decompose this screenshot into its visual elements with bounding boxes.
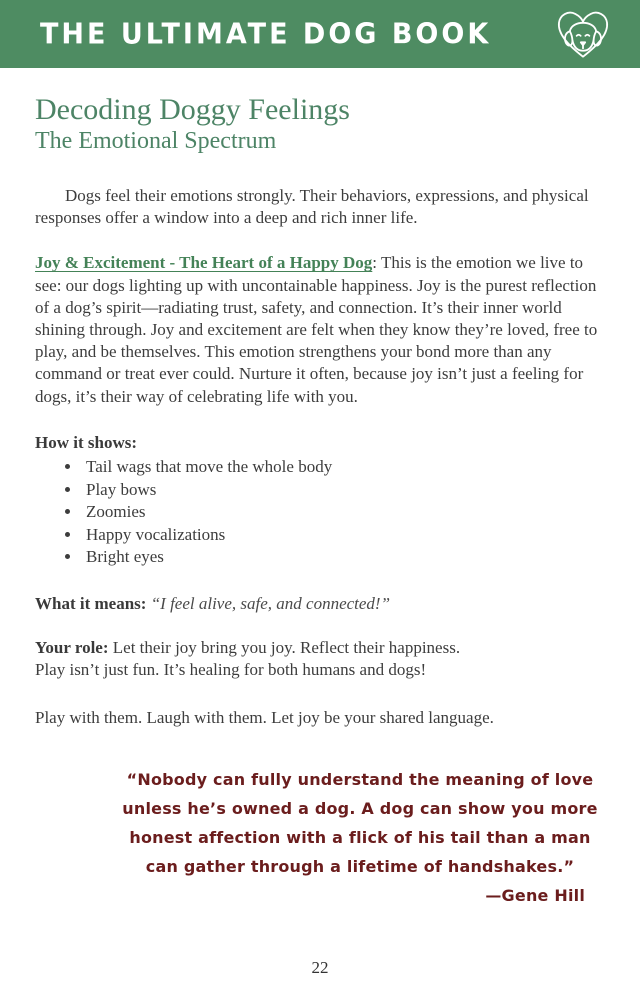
list-item: • Play bows (82, 479, 605, 502)
page-subtitle: The Emotional Spectrum (35, 128, 277, 154)
gene-hill-quote (117, 765, 603, 910)
your-role-line2: Play isn’t just fun. It’s healing for both humans and dogs! (35, 660, 427, 680)
quote-line: “Nobody can fully understand the meaning of love (126, 769, 594, 789)
header-bar (0, 0, 640, 68)
joy-separator: : (372, 253, 381, 273)
joy-paragraph (35, 252, 605, 407)
quote-line: unless he’s owned a dog. A dog can show you more (122, 798, 598, 818)
list-item: • Tail wags that move the whole body (82, 456, 605, 479)
what-it-means-label: What it means: (35, 594, 147, 613)
quote-attribution: —Gene Hill (485, 885, 585, 905)
your-role-label: Your role: (35, 638, 109, 658)
book-title: THE ULTIMATE DOG BOOK (40, 17, 492, 51)
list-item: • Bright eyes (82, 546, 605, 569)
what-it-means-quote: “I feel alive, safe, and connected!” (150, 594, 391, 613)
your-role-paragraph (35, 637, 605, 681)
quote-line: honest affection with a flick of his tail than a man (129, 827, 591, 847)
quote-line: can gather through a lifetime of handshakes.” (145, 856, 575, 876)
closing-paragraph: Play with them. Laugh with them. Let joy be your shared language. (35, 707, 494, 727)
how-it-shows-list (35, 456, 605, 569)
joy-heading-link[interactable]: Joy & Excitement - The Heart of a Happy Dog (35, 253, 373, 273)
how-it-shows-label: How it shows: (35, 432, 138, 452)
joy-body-text: This is the emotion we live to see: our dogs lighting up with uncontainable happiness. Joy is the purest reflection of a dog’s spirit—radiating trust, safety, and connection. It’s their inner world shining through. Joy and excitement are felt when they know they’re loved, free to play, and be themselves. This emotion strengthens your bond more than any command or treat ever could. Nurture it often, because joy isn’t just a feeling for dogs, it’s their way of celebrating life with you. (35, 253, 598, 406)
intro-paragraph: Dogs feel their emotions strongly. Their behaviors, expressions, and physical responses offer a window into a deep and rich inner life. (35, 186, 589, 228)
what-it-means-paragraph (35, 593, 605, 615)
list-item: • Happy vocalizations (82, 524, 605, 547)
page-title: Decoding Doggy Feelings (35, 93, 350, 126)
heart-dog-icon (554, 7, 612, 61)
page-content (0, 93, 640, 910)
how-it-shows-section (35, 432, 605, 569)
list-item: • Zoomies (82, 501, 605, 524)
page-number: 22 (311, 958, 329, 977)
your-role-line1: Let their joy bring you joy. Reflect their happiness. (112, 638, 461, 658)
